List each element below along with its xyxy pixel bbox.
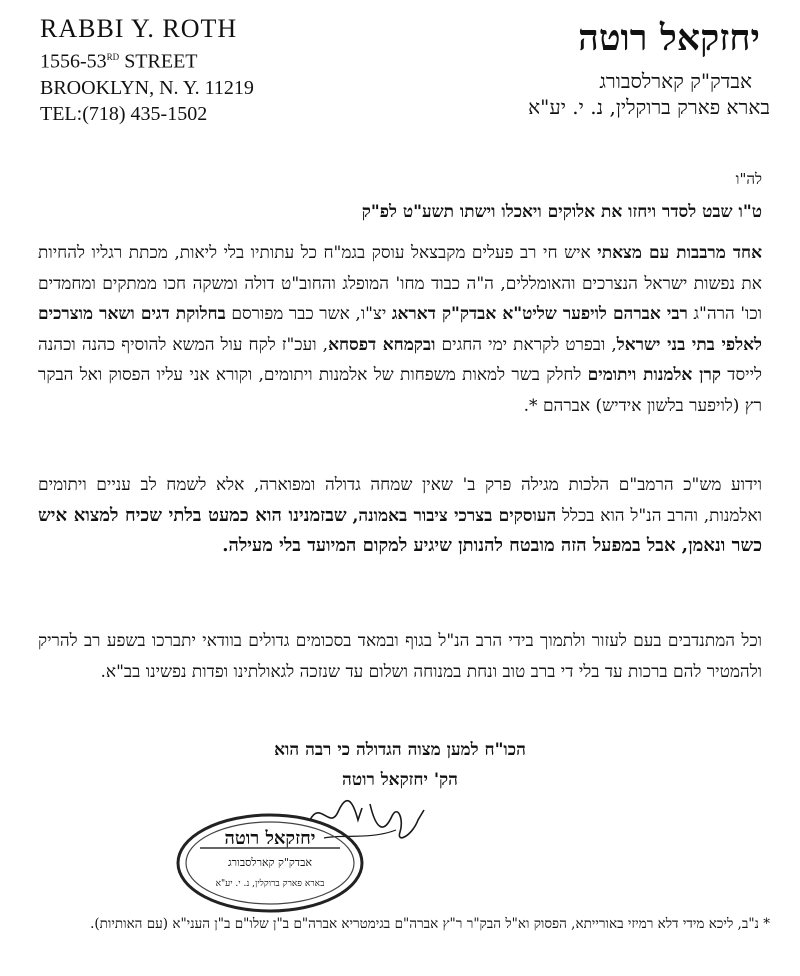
- p2-bold-c: שבזמנינו הוא כמעט בלתי שכיח למצוא איש כשר ונאמן, אבל במפעל הזה מובטח להנותן שיגיע למקום המיועד בלי מעילה.: [38, 504, 762, 556]
- street-address: [40, 44, 290, 75]
- stamp-title: אבדק"ק קארלסבורג: [228, 856, 312, 869]
- footnote: * נ"ב, ליכא מידי דלא רמיזי באורייתא, הפסוק וא"ל הבק"ר ר"ץ אברה"ם בגימטריא אברה"ם ב"ן שלו"ם ב"ן העני"א (עם האותיות).: [90, 916, 770, 932]
- street-suffix: RD: [106, 52, 120, 62]
- letterhead-english: [40, 14, 290, 127]
- paragraph-1: [38, 238, 762, 421]
- city-line: BROOKLYN, N. Y. 11219: [40, 76, 254, 99]
- phone-line: TEL:(718) 435-1502: [40, 102, 208, 125]
- closing-line-1: הכו"ח למען מצוה הגדולה כי רבה הוא: [274, 740, 526, 760]
- address-hebrew: בארא פארק ברוקלין, נ. י. יע"א: [528, 95, 770, 119]
- p1-distribution: בחלוקת דגים ושאר מוצרכים לאלפי בתי בני ישראל: [38, 304, 762, 355]
- dateline: ט"ו שבט לסדר ויחזו את אלוקים ויאכלו וישתו תשע"ט לפ"ק: [361, 202, 762, 222]
- p1-fund-name: קרן אלמנות ויתומים: [587, 365, 721, 385]
- rabbi-name-english: RABBI Y. ROTH: [40, 14, 238, 43]
- paragraph-2: [38, 470, 762, 562]
- p1-text-b: איש חי רב פעלים מקבצאל עוסק בגמ"ח כל עתותיו בלי ליאות, מכתת רגליו להחיות את נפשות ישראל הנצרכים והאומללים, ה"ה כבוד מחו' המופלג והחוב"ט דולה ומשקה חכו ממתקים ומחמדים וכו' הרה"ג: [38, 243, 763, 324]
- p1-text-f: , ובפרט לקראת ימי החגים: [435, 334, 617, 355]
- paragraph-3: וכל המתנדבים בעם לעזור ולתמוך בידי הרב הנ"ל בגוף ובמאד בסכומים גדולים בוודאי יתברכו בשפע רב להריק ולהמטיר להם ברכות עד בלי די ברב טוב ונחת במנוחה ושלום עד שנזכה לגאולתינו ופדות נפשינו בב"א.: [38, 631, 762, 682]
- p1-kimcha: ובקמחא דפסחא: [328, 334, 436, 355]
- p1-opening: אחד מרבבות עם מצאתי: [597, 243, 762, 263]
- closing-signature-name: הק' יחזקאל רוטה: [342, 770, 458, 790]
- p2-text-a: וידוע מש"כ הרמב"ם הלכות מגילה פרק ב' שאין שמחה גדולה ומפוארה, אלא לשמח לב עניים ויתומים ואלמנות, והרב הנ"ל הוא בכלל: [38, 475, 762, 526]
- p1-text-h: , ועכ"ז לקח עול המשא להוסיף כהנה וכהנה לייסד: [38, 334, 762, 385]
- p2-bold-b: העוסקים בצרכי ציבור באמונה,: [352, 505, 557, 526]
- street-name: STREET: [119, 50, 198, 73]
- rabbi-title-hebrew: אבדק"ק קארלסבורג: [599, 69, 752, 93]
- letterhead-hebrew: [450, 16, 770, 120]
- stamp-name: יחזקאל רוטה: [224, 828, 316, 849]
- stamp-address: בארא פארק ברוקלין, נ. י. יע"א: [215, 879, 325, 889]
- p1-text-j: לחלק בשר למאות משפחות של אלמנות ויתומים, וקורא אני עליו הפסוק ואל הבקר רץ (לויפער בלשון אידיש) אברהם *.: [38, 365, 762, 416]
- bsd-mark: לה"ו: [735, 170, 762, 188]
- p1-text-d: יצ"ו, אשר כבר מפורסם: [225, 304, 392, 324]
- p1-rabbi-name: רבי אברהם לויפער שליט"א אבדק"ק דאראג: [391, 304, 688, 324]
- rabbi-name-hebrew: יחזקאל רוטה: [578, 17, 760, 59]
- street-number: 1556-53: [40, 50, 107, 73]
